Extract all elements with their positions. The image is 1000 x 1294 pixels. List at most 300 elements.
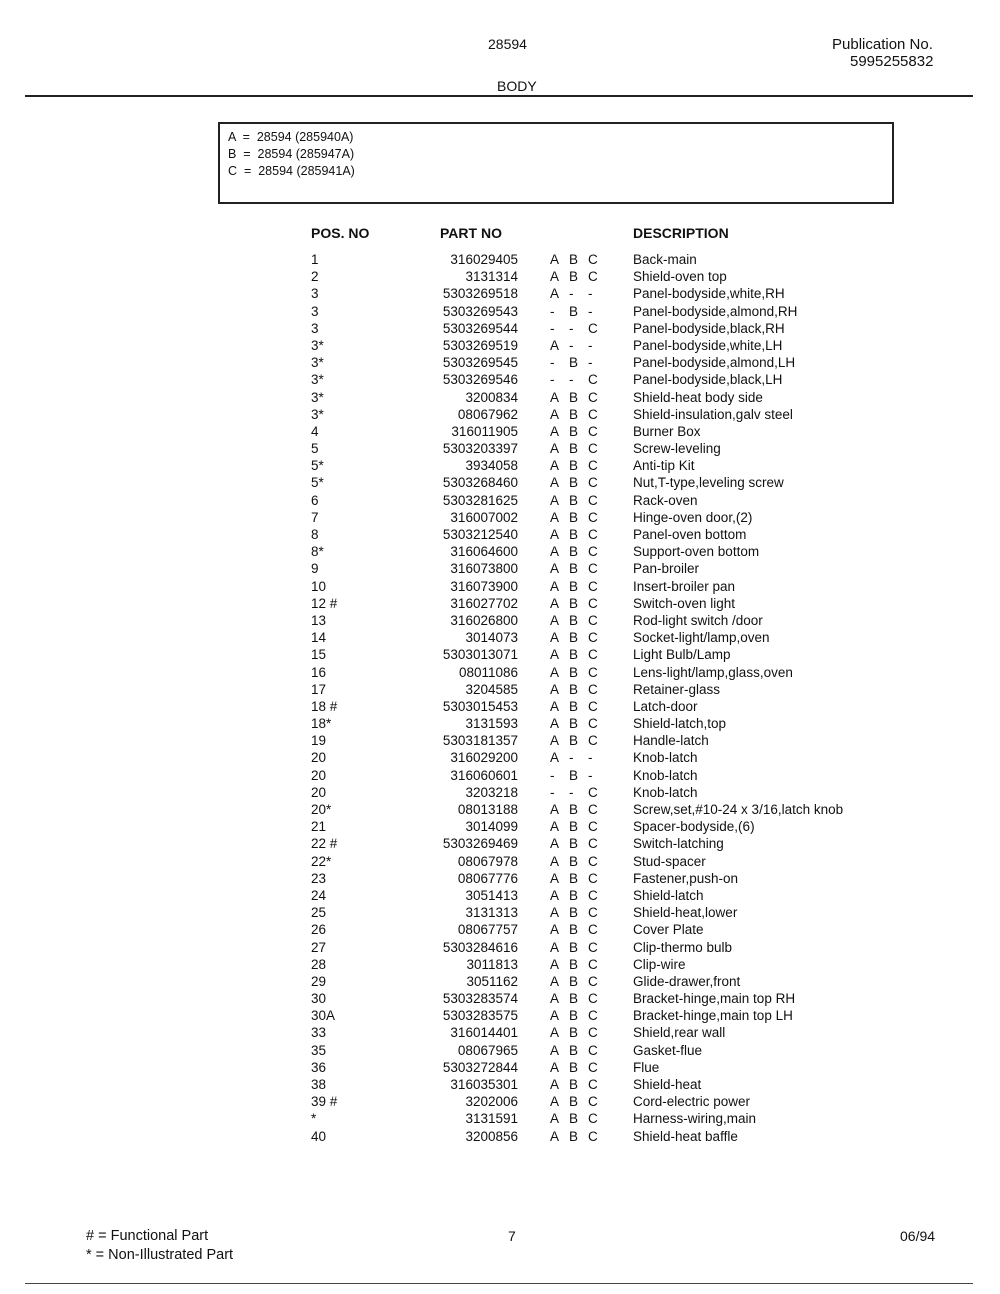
variant-a-cell: A (550, 991, 560, 1007)
variant-a-cell: A (550, 664, 560, 680)
description-cell: Bracket-hinge,main top LH (633, 1008, 793, 1024)
variant-a-cell: A (550, 1128, 560, 1144)
variant-a-cell: - (550, 320, 555, 336)
variant-b-cell: B (569, 492, 579, 508)
part-number-cell: 316011905 (451, 423, 518, 439)
variant-a-cell: A (550, 1094, 560, 1110)
page-number: 7 (508, 1228, 516, 1244)
table-row (0, 372, 1000, 389)
variant-a-cell: A (550, 595, 560, 611)
variant-a-cell: A (550, 733, 560, 749)
variant-b-cell: B (569, 441, 579, 457)
description-cell: Flue (633, 1059, 660, 1075)
variant-b-cell: B (569, 698, 579, 714)
variant-a-cell: A (550, 802, 560, 817)
pos-cell: 19 (311, 733, 327, 749)
pos-cell: 36 (311, 1059, 327, 1075)
variant-a-cell: A (550, 647, 560, 663)
variant-a-cell: A (550, 406, 560, 422)
table-row (0, 1111, 1000, 1128)
description-cell: Fastener,push-on (633, 870, 739, 886)
pos-cell: 5* (311, 475, 324, 491)
table-row (0, 1025, 1000, 1042)
variant-a-cell: A (550, 630, 560, 646)
variant-b-cell: B (569, 647, 579, 663)
variant-b-cell: B (569, 561, 579, 577)
variant-c-cell: C (588, 922, 598, 938)
variant-a-cell: A (550, 887, 560, 903)
pos-cell: 12 # (311, 595, 338, 611)
variant-c-cell: C (588, 716, 598, 732)
part-number-cell: 5303281625 (442, 492, 518, 508)
part-number-cell: 5303269543 (442, 303, 518, 319)
variant-a-cell: A (550, 1111, 560, 1127)
part-number-cell: 316029405 (450, 252, 518, 267)
pos-cell: 30 (311, 991, 327, 1007)
description-cell: Shield-latch (633, 887, 704, 903)
part-number-cell: 5303181357 (442, 733, 518, 749)
part-number-cell: 5303283574 (442, 991, 518, 1007)
pos-cell: 2 (311, 269, 319, 285)
variant-b-cell: - (569, 750, 574, 766)
variant-b-cell: B (569, 1059, 579, 1075)
description-cell: Support-oven bottom (633, 544, 760, 560)
variant-b-cell: B (569, 853, 579, 869)
variant-b-cell: B (569, 973, 579, 989)
part-number-cell: 3934058 (465, 458, 518, 474)
pos-cell: 17 (311, 681, 327, 697)
pos-cell: 25 (311, 905, 327, 921)
description-cell: Socket-light/lamp,oven (633, 630, 770, 646)
pos-cell: 29 (311, 973, 327, 989)
description-cell: Panel-bodyside,black,RH (633, 320, 785, 336)
column-header-pos: POS. NO (311, 225, 370, 241)
description-cell: Screw-leveling (633, 441, 721, 457)
variant-b-cell: - (569, 320, 574, 336)
variant-b-cell: B (569, 956, 579, 972)
part-number-cell: 5303203397 (442, 441, 518, 457)
variant-c-cell: C (588, 681, 598, 697)
description-cell: Shield-heat baffle (633, 1128, 738, 1144)
variant-a-cell: - (550, 784, 555, 800)
part-number-cell: 08013188 (457, 802, 518, 817)
variant-c-cell: C (588, 441, 598, 457)
part-number-cell: 08067965 (457, 1042, 518, 1058)
pos-cell: 23 (311, 870, 327, 886)
variant-a-cell: A (550, 492, 560, 508)
pos-cell: 5* (311, 458, 324, 474)
description-cell: Shield-heat body side (633, 389, 763, 405)
pos-cell: 3 (311, 286, 319, 302)
variant-b-cell: B (569, 767, 579, 783)
variant-a-cell: A (550, 681, 560, 697)
table-row (0, 475, 1000, 492)
variant-c-cell: C (588, 612, 598, 628)
variant-a-cell: A (550, 922, 560, 938)
table-row (0, 493, 1000, 510)
variant-c-cell: C (588, 372, 598, 388)
pos-cell: 27 (311, 939, 327, 955)
pos-cell: 3 (311, 320, 319, 336)
variant-line-a: A = 28594 (285940A) (228, 130, 354, 144)
part-number-cell: 5303269469 (442, 836, 518, 852)
variant-b-cell: B (569, 612, 579, 628)
pos-cell: 24 (311, 887, 327, 903)
variant-b-cell: B (569, 458, 579, 474)
part-number-cell: 3204585 (465, 681, 518, 697)
variant-b-cell: B (569, 802, 579, 817)
table-row (0, 991, 1000, 1008)
variant-b-cell: B (569, 423, 579, 439)
legend-functional: # = Functional Part (86, 1228, 209, 1244)
column-header-part: PART NO (440, 225, 502, 241)
variant-a-cell: - (550, 767, 555, 783)
pos-cell: 3 (311, 303, 319, 319)
variant-a-cell: A (550, 509, 560, 525)
variant-c-cell: C (588, 1042, 598, 1058)
table-row (0, 269, 1000, 286)
table-row (0, 510, 1000, 527)
variant-b-cell: B (569, 595, 579, 611)
table-row (0, 802, 1000, 819)
variant-b-cell: B (569, 544, 579, 560)
table-row (0, 785, 1000, 802)
part-number-cell: 3131314 (465, 269, 518, 285)
description-cell: Shield-latch,top (633, 716, 727, 732)
description-cell: Light Bulb/Lamp (633, 647, 731, 663)
part-number-cell: 08067962 (457, 406, 518, 422)
variant-a-cell: A (550, 973, 560, 989)
table-row (0, 750, 1000, 767)
variant-a-cell: A (550, 1008, 560, 1024)
table-row (0, 922, 1000, 939)
part-number-cell: 3131591 (465, 1111, 518, 1127)
table-row (0, 441, 1000, 458)
pos-cell: 33 (311, 1025, 327, 1041)
variant-c-cell: C (588, 475, 598, 491)
variant-c-cell: C (588, 389, 598, 405)
part-number-cell: 5303212540 (442, 527, 518, 542)
variant-c-cell: C (588, 647, 598, 663)
table-row (0, 819, 1000, 836)
table-row (0, 424, 1000, 441)
variant-c-cell: C (588, 578, 598, 594)
part-number-cell: 3011813 (466, 956, 518, 972)
table-row (0, 768, 1000, 785)
variant-a-cell: A (550, 956, 560, 972)
part-number-cell: 3051162 (466, 973, 518, 989)
variant-c-cell: C (588, 1111, 598, 1127)
table-row (0, 390, 1000, 407)
pos-cell: 20 (311, 750, 327, 766)
pos-cell: 1 (311, 252, 319, 267)
variant-c-cell: C (588, 819, 598, 835)
legend-non-illustrated: * = Non-Illustrated Part (86, 1247, 234, 1263)
description-cell: Cover Plate (633, 922, 704, 938)
variant-c-cell: C (588, 905, 598, 921)
table-row (0, 1008, 1000, 1025)
description-cell: Screw,set,#10-24 x 3/16,latch knob (633, 802, 844, 817)
variant-c-cell: C (588, 784, 598, 800)
description-cell: Knob-latch (633, 784, 698, 800)
part-number-cell: 5303269518 (442, 286, 518, 302)
description-cell: Latch-door (633, 698, 698, 714)
variant-a-cell: - (550, 303, 555, 319)
pos-cell: 16 (311, 664, 327, 680)
variant-b-cell: B (569, 509, 579, 525)
variant-c-cell: C (588, 664, 598, 680)
table-row (0, 871, 1000, 888)
variant-a-cell: A (550, 612, 560, 628)
table-row (0, 252, 1000, 269)
part-number-cell: 3200856 (465, 1128, 518, 1144)
part-number-cell: 3202006 (465, 1094, 518, 1110)
variant-a-cell: - (550, 355, 555, 371)
part-number-cell: 5303013071 (442, 647, 518, 663)
variant-c-cell: - (588, 750, 593, 766)
table-row (0, 527, 1000, 544)
description-cell: Clip-thermo bulb (633, 939, 733, 955)
variant-c-cell: C (588, 956, 598, 972)
part-number-cell: 316026800 (450, 612, 518, 628)
description-cell: Switch-latching (633, 836, 724, 852)
variant-c-cell: - (588, 355, 593, 371)
table-row (0, 561, 1000, 578)
variant-b-cell: B (569, 1025, 579, 1041)
variant-b-cell: B (569, 527, 579, 542)
variant-a-cell: A (550, 269, 560, 285)
description-cell: Knob-latch (633, 750, 698, 766)
table-row (0, 1077, 1000, 1094)
part-number-cell: 316029200 (450, 750, 518, 766)
variant-b-cell: B (569, 475, 579, 491)
variant-a-cell: A (550, 578, 560, 594)
description-cell: Handle-latch (633, 733, 709, 749)
description-cell: Bracket-hinge,main top RH (633, 991, 796, 1007)
variant-line-b: B = 28594 (285947A) (228, 147, 355, 161)
table-row (0, 458, 1000, 475)
description-cell: Clip-wire (633, 956, 686, 972)
variant-line-c: C = 28594 (285941A) (228, 164, 355, 178)
variant-c-cell: C (588, 1077, 598, 1092)
variant-a-cell: A (550, 750, 560, 766)
pos-cell: 28 (311, 956, 327, 972)
description-cell: Shield-heat,lower (633, 905, 738, 921)
part-number-cell: 5303269519 (442, 337, 518, 353)
description-cell: Cord-electric power (633, 1094, 751, 1110)
variant-b-cell: B (569, 1111, 579, 1127)
description-cell: Gasket-flue (633, 1042, 703, 1058)
table-row (0, 940, 1000, 957)
variant-c-cell: C (588, 544, 598, 560)
variant-c-cell: C (588, 320, 598, 336)
variant-c-cell: C (588, 836, 598, 852)
table-row (0, 304, 1000, 321)
pos-cell: 3* (311, 406, 324, 422)
part-number-cell: 08067978 (457, 853, 518, 869)
variant-a-cell: A (550, 527, 560, 542)
variant-b-cell: B (569, 269, 579, 285)
description-cell: Panel-bodyside,white,RH (633, 286, 785, 302)
variant-b-cell: B (569, 252, 579, 267)
pos-cell: 3* (311, 389, 324, 405)
variant-c-cell: C (588, 939, 598, 955)
pos-cell: 18* (311, 716, 332, 732)
variant-c-cell: C (588, 1059, 598, 1075)
table-row (0, 544, 1000, 561)
variant-c-cell: C (588, 269, 598, 285)
table-row (0, 1094, 1000, 1111)
variant-c-cell: C (588, 561, 598, 577)
table-row (0, 699, 1000, 716)
description-cell: Glide-drawer,front (633, 973, 741, 989)
part-number-cell: 5303269545 (442, 355, 518, 371)
pos-cell: 5 (311, 441, 319, 457)
pos-cell: 35 (311, 1042, 327, 1058)
table-row (0, 682, 1000, 699)
description-cell: Panel-bodyside,black,LH (633, 372, 783, 388)
publication-date: 06/94 (900, 1228, 936, 1244)
pos-cell: 10 (311, 578, 327, 594)
description-cell: Lens-light/lamp,glass,oven (633, 664, 793, 680)
pos-cell: 3* (311, 337, 324, 353)
variant-a-cell: A (550, 561, 560, 577)
part-number-cell: 3200834 (465, 389, 518, 405)
part-number-cell: 316035301 (450, 1077, 518, 1092)
description-cell: Knob-latch (633, 767, 698, 783)
header-rule (25, 95, 973, 97)
table-row (0, 836, 1000, 853)
part-number-cell: 316027702 (450, 595, 518, 611)
variant-c-cell: C (588, 492, 598, 508)
description-cell: Harness-wiring,main (633, 1111, 757, 1127)
table-row (0, 716, 1000, 733)
variant-b-cell: B (569, 1008, 579, 1024)
pos-cell: 21 (311, 819, 327, 835)
description-cell: Shield-heat (633, 1077, 702, 1092)
variant-a-cell: A (550, 1025, 560, 1041)
pos-cell: 18 # (311, 698, 338, 714)
table-row (0, 321, 1000, 338)
variant-c-cell: C (588, 458, 598, 474)
description-cell: Spacer-bodyside,(6) (633, 819, 755, 835)
description-cell: Panel-bodyside,almond,LH (633, 355, 796, 371)
table-row (0, 957, 1000, 974)
description-cell: Hinge-oven door,(2) (633, 509, 753, 525)
part-number-cell: 5303269544 (442, 320, 518, 336)
variant-b-cell: B (569, 355, 579, 371)
description-cell: Anti-tip Kit (633, 458, 695, 474)
table-row (0, 888, 1000, 905)
variant-a-cell: A (550, 853, 560, 869)
part-number-cell: 316060601 (450, 767, 518, 783)
table-row (0, 1043, 1000, 1060)
variant-b-cell: B (569, 630, 579, 646)
part-number-cell: 3014099 (465, 819, 518, 835)
part-number-cell: 3131593 (465, 716, 518, 732)
table-row (0, 854, 1000, 871)
pos-cell: 26 (311, 922, 327, 938)
pos-cell: 38 (311, 1077, 327, 1092)
description-cell: Rod-light switch /door (633, 612, 763, 628)
pos-cell: 9 (311, 561, 319, 577)
parts-list (0, 252, 1000, 1146)
part-number-cell: 316073900 (450, 578, 518, 594)
variant-b-cell: B (569, 887, 579, 903)
variant-a-cell: A (550, 905, 560, 921)
variant-c-cell: C (588, 802, 598, 817)
variant-c-cell: C (588, 973, 598, 989)
pos-cell: 39 # (311, 1094, 338, 1110)
variant-a-cell: A (550, 819, 560, 835)
variant-c-cell: - (588, 337, 593, 353)
variant-c-cell: C (588, 1128, 598, 1144)
variant-a-cell: A (550, 1042, 560, 1058)
pos-cell: 30A (311, 1008, 336, 1024)
variant-b-cell: B (569, 939, 579, 955)
pos-cell: * (311, 1111, 317, 1127)
variant-b-cell: B (569, 664, 579, 680)
variant-a-cell: A (550, 1059, 560, 1075)
pos-cell: 40 (311, 1128, 327, 1144)
variant-c-cell: C (588, 509, 598, 525)
part-number-cell: 5303015453 (442, 698, 518, 714)
part-number-cell: 5303268460 (442, 475, 518, 491)
pos-cell: 3* (311, 372, 324, 388)
pos-cell: 20 (311, 767, 327, 783)
table-row (0, 647, 1000, 664)
pos-cell: 8* (311, 544, 324, 560)
variant-b-cell: B (569, 1077, 579, 1092)
part-number-cell: 08011086 (458, 664, 518, 680)
description-cell: Panel-oven bottom (633, 527, 747, 542)
variant-c-cell: C (588, 406, 598, 422)
variant-a-cell: A (550, 939, 560, 955)
description-cell: Burner Box (633, 423, 701, 439)
variant-b-cell: B (569, 303, 579, 319)
variant-b-cell: B (569, 406, 579, 422)
variant-b-cell: B (569, 578, 579, 594)
variant-a-cell: A (550, 286, 560, 302)
variant-b-cell: B (569, 836, 579, 852)
column-header-description: DESCRIPTION (633, 225, 729, 241)
pos-cell: 22* (311, 853, 332, 869)
description-cell: Shield,rear wall (633, 1025, 726, 1041)
pos-cell: 14 (311, 630, 327, 646)
variant-b-cell: B (569, 819, 579, 835)
description-cell: Back-main (633, 252, 697, 267)
variant-b-cell: B (569, 716, 579, 732)
description-cell: Switch-oven light (633, 595, 736, 611)
variant-a-cell: A (550, 252, 560, 267)
pos-cell: 6 (311, 492, 319, 508)
variant-a-cell: - (550, 372, 555, 388)
pos-cell: 22 # (311, 836, 338, 852)
variant-c-cell: C (588, 1094, 598, 1110)
variant-c-cell: C (588, 887, 598, 903)
table-row (0, 905, 1000, 922)
variant-a-cell: A (550, 475, 560, 491)
variant-c-cell: C (588, 423, 598, 439)
variant-c-cell: C (588, 527, 598, 542)
variant-c-cell: C (588, 991, 598, 1007)
part-number-cell: 3203218 (465, 784, 518, 800)
part-number-cell: 3014073 (465, 630, 518, 646)
part-number-cell: 316007002 (450, 509, 518, 525)
variant-a-cell: A (550, 870, 560, 886)
variant-c-cell: - (588, 303, 593, 319)
part-number-cell: 5303283575 (442, 1008, 518, 1024)
